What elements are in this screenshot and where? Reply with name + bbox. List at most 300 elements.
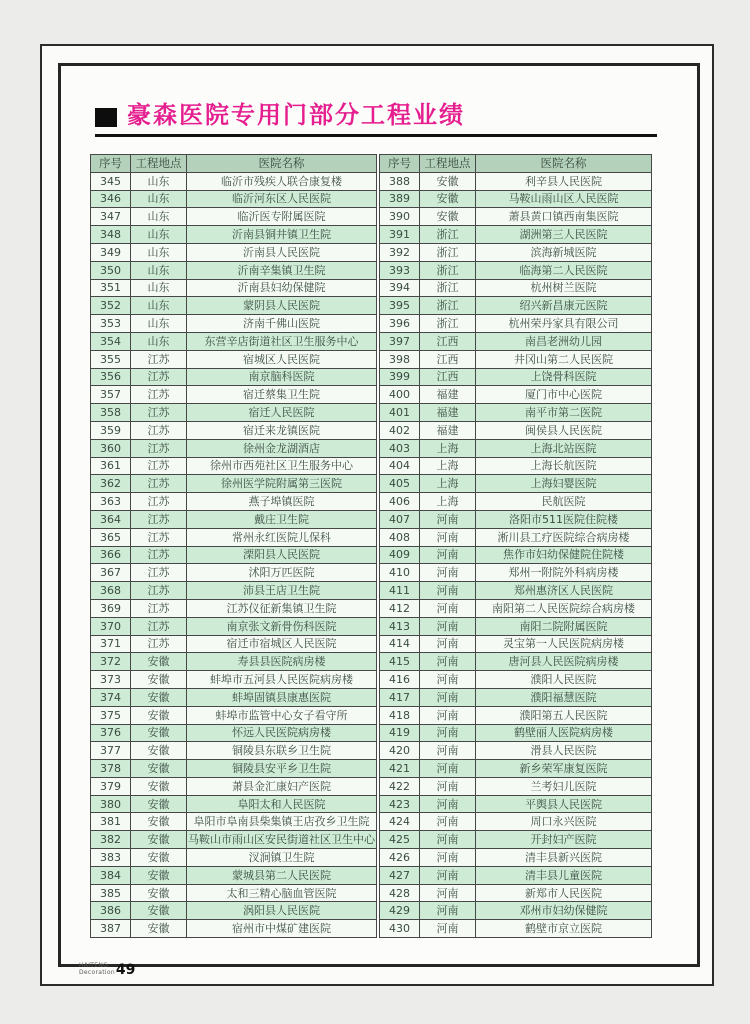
table-row bbox=[380, 688, 652, 706]
table-row bbox=[91, 457, 377, 475]
table-row bbox=[91, 528, 377, 546]
cell-hospital: 临海第二人民医院 bbox=[476, 261, 652, 279]
cell-serial: 384 bbox=[91, 866, 131, 884]
cell-hospital: 唐河县人民医院病房楼 bbox=[476, 653, 652, 671]
cell-serial: 380 bbox=[91, 795, 131, 813]
table-row bbox=[380, 172, 652, 190]
cell-hospital: 滑县人民医院 bbox=[476, 742, 652, 760]
cell-location: 安徽 bbox=[131, 653, 187, 671]
table-row bbox=[91, 279, 377, 297]
cell-location: 河南 bbox=[420, 866, 476, 884]
cell-hospital: 宿迁来龙镇医院 bbox=[187, 421, 377, 439]
cell-location: 江苏 bbox=[131, 386, 187, 404]
cell-location: 山东 bbox=[131, 279, 187, 297]
cell-location: 浙江 bbox=[420, 297, 476, 315]
cell-location: 山东 bbox=[131, 172, 187, 190]
cell-serial: 421 bbox=[380, 760, 420, 778]
cell-serial: 374 bbox=[91, 688, 131, 706]
table-row bbox=[91, 671, 377, 689]
table-row bbox=[91, 688, 377, 706]
cell-serial: 415 bbox=[380, 653, 420, 671]
cell-location: 安徽 bbox=[131, 706, 187, 724]
cell-serial: 367 bbox=[91, 564, 131, 582]
cell-serial: 365 bbox=[91, 528, 131, 546]
cell-hospital: 开封妇产医院 bbox=[476, 831, 652, 849]
table-row bbox=[380, 884, 652, 902]
table-row bbox=[91, 884, 377, 902]
cell-location: 浙江 bbox=[420, 279, 476, 297]
table-row bbox=[380, 279, 652, 297]
table-row bbox=[380, 510, 652, 528]
cell-hospital: 厦门市中心医院 bbox=[476, 386, 652, 404]
cell-hospital: 南京脑科医院 bbox=[187, 368, 377, 386]
cell-hospital: 沂南县铜井镇卫生院 bbox=[187, 226, 377, 244]
cell-hospital: 宿迁人民医院 bbox=[187, 404, 377, 422]
table-row bbox=[91, 332, 377, 350]
cell-location: 河南 bbox=[420, 920, 476, 938]
page-title: 豪森医院专用门部分工程业绩 bbox=[127, 101, 465, 129]
cell-location: 河南 bbox=[420, 688, 476, 706]
cell-hospital: 濮阳第五人民医院 bbox=[476, 706, 652, 724]
cell-hospital: 滨海新城医院 bbox=[476, 243, 652, 261]
cell-serial: 363 bbox=[91, 493, 131, 511]
table-row bbox=[380, 866, 652, 884]
table-header-row bbox=[380, 155, 652, 173]
brand-line-2: Decoration bbox=[79, 968, 115, 976]
table-row bbox=[91, 742, 377, 760]
table-row bbox=[91, 724, 377, 742]
table-row bbox=[91, 439, 377, 457]
cell-hospital: 临沂河东区人民医院 bbox=[187, 190, 377, 208]
cell-hospital: 宿城区人民医院 bbox=[187, 350, 377, 368]
cell-hospital: 蚌埠市五河县人民医院病房楼 bbox=[187, 671, 377, 689]
cell-location: 安徽 bbox=[131, 902, 187, 920]
table-row bbox=[380, 777, 652, 795]
cell-hospital: 南京张文新骨伤科医院 bbox=[187, 617, 377, 635]
cell-location: 河南 bbox=[420, 653, 476, 671]
cell-location: 安徽 bbox=[420, 172, 476, 190]
cell-hospital: 鹤壁丽人医院病房楼 bbox=[476, 724, 652, 742]
cell-serial: 405 bbox=[380, 475, 420, 493]
table-row bbox=[91, 813, 377, 831]
cell-hospital: 宿迁市宿城区人民医院 bbox=[187, 635, 377, 653]
table-row bbox=[380, 493, 652, 511]
cell-hospital: 淅川县工疗医院综合病房楼 bbox=[476, 528, 652, 546]
table-row bbox=[91, 493, 377, 511]
cell-serial: 366 bbox=[91, 546, 131, 564]
table-row bbox=[380, 546, 652, 564]
cell-location: 安徽 bbox=[131, 671, 187, 689]
cell-location: 浙江 bbox=[420, 261, 476, 279]
cell-hospital: 蚌埠市监管中心女子看守所 bbox=[187, 706, 377, 724]
cell-serial: 420 bbox=[380, 742, 420, 760]
table-row bbox=[91, 582, 377, 600]
cell-hospital: 马鞍山市雨山区安民街道社区卫生中心 bbox=[187, 831, 377, 849]
cell-location: 上海 bbox=[420, 457, 476, 475]
cell-location: 江苏 bbox=[131, 510, 187, 528]
table-row bbox=[380, 457, 652, 475]
cell-serial: 379 bbox=[91, 777, 131, 795]
cell-serial: 353 bbox=[91, 315, 131, 333]
cell-hospital: 寿县县医院病房楼 bbox=[187, 653, 377, 671]
cell-location: 江苏 bbox=[131, 368, 187, 386]
cell-hospital: 新郑市人民医院 bbox=[476, 884, 652, 902]
cell-hospital: 郑州一附院外科病房楼 bbox=[476, 564, 652, 582]
cell-serial: 393 bbox=[380, 261, 420, 279]
cell-hospital: 闽侯县人民医院 bbox=[476, 421, 652, 439]
cell-serial: 407 bbox=[380, 510, 420, 528]
cell-location: 河南 bbox=[420, 510, 476, 528]
table-row bbox=[91, 653, 377, 671]
page-number: 49 bbox=[115, 962, 136, 979]
cell-location: 安徽 bbox=[131, 688, 187, 706]
table-row bbox=[91, 243, 377, 261]
cell-location: 河南 bbox=[420, 599, 476, 617]
table-row bbox=[380, 528, 652, 546]
cell-location: 安徽 bbox=[420, 190, 476, 208]
table-row bbox=[91, 777, 377, 795]
performance-tables bbox=[90, 154, 652, 938]
cell-hospital: 井冈山第二人民医院 bbox=[476, 350, 652, 368]
brand-mark bbox=[79, 963, 115, 977]
cell-location: 江苏 bbox=[131, 404, 187, 422]
cell-serial: 345 bbox=[91, 172, 131, 190]
cell-location: 江苏 bbox=[131, 617, 187, 635]
table-row bbox=[91, 706, 377, 724]
cell-hospital: 汊涧镇卫生院 bbox=[187, 849, 377, 867]
cell-location: 河南 bbox=[420, 582, 476, 600]
cell-location: 江西 bbox=[420, 332, 476, 350]
cell-hospital: 濮阳人民医院 bbox=[476, 671, 652, 689]
cell-location: 江苏 bbox=[131, 635, 187, 653]
table-row bbox=[380, 564, 652, 582]
cell-serial: 408 bbox=[380, 528, 420, 546]
cell-hospital: 常州永红医院儿保科 bbox=[187, 528, 377, 546]
cell-hospital: 沛县王店卫生院 bbox=[187, 582, 377, 600]
table-row bbox=[91, 635, 377, 653]
cell-hospital: 南阳二院附属医院 bbox=[476, 617, 652, 635]
header-hospital: 医院名称 bbox=[476, 155, 652, 173]
cell-location: 河南 bbox=[420, 813, 476, 831]
table-row bbox=[380, 261, 652, 279]
cell-location: 河南 bbox=[420, 617, 476, 635]
cell-hospital: 蒙阴县人民医院 bbox=[187, 297, 377, 315]
cell-location: 山东 bbox=[131, 226, 187, 244]
cell-serial: 350 bbox=[91, 261, 131, 279]
table-row bbox=[380, 404, 652, 422]
cell-serial: 373 bbox=[91, 671, 131, 689]
performance-table-left bbox=[90, 154, 377, 938]
table-row bbox=[380, 226, 652, 244]
cell-location: 江苏 bbox=[131, 599, 187, 617]
cell-location: 河南 bbox=[420, 546, 476, 564]
cell-location: 安徽 bbox=[131, 884, 187, 902]
cell-location: 江苏 bbox=[131, 350, 187, 368]
cell-serial: 368 bbox=[91, 582, 131, 600]
table-row bbox=[91, 208, 377, 226]
cell-location: 福建 bbox=[420, 421, 476, 439]
cell-serial: 425 bbox=[380, 831, 420, 849]
cell-location: 山东 bbox=[131, 297, 187, 315]
table-row bbox=[91, 902, 377, 920]
cell-serial: 388 bbox=[380, 172, 420, 190]
table-row bbox=[380, 368, 652, 386]
cell-hospital: 临沂市残疾人联合康复楼 bbox=[187, 172, 377, 190]
cell-location: 江西 bbox=[420, 350, 476, 368]
cell-hospital: 焦作市妇幼保健院住院楼 bbox=[476, 546, 652, 564]
cell-serial: 422 bbox=[380, 777, 420, 795]
performance-table-right bbox=[379, 154, 652, 938]
cell-serial: 399 bbox=[380, 368, 420, 386]
table-row bbox=[380, 421, 652, 439]
cell-location: 河南 bbox=[420, 671, 476, 689]
cell-hospital: 怀远人民医院病房楼 bbox=[187, 724, 377, 742]
cell-location: 安徽 bbox=[131, 760, 187, 778]
table-row bbox=[380, 617, 652, 635]
table-row bbox=[380, 671, 652, 689]
cell-hospital: 平舆县人民医院 bbox=[476, 795, 652, 813]
cell-location: 浙江 bbox=[420, 315, 476, 333]
cell-hospital: 上海北站医院 bbox=[476, 439, 652, 457]
cell-location: 安徽 bbox=[131, 813, 187, 831]
cell-location: 河南 bbox=[420, 528, 476, 546]
cell-location: 河南 bbox=[420, 564, 476, 582]
cell-hospital: 涡阳县人民医院 bbox=[187, 902, 377, 920]
table-row bbox=[380, 849, 652, 867]
table-row bbox=[380, 208, 652, 226]
cell-serial: 428 bbox=[380, 884, 420, 902]
cell-location: 安徽 bbox=[131, 777, 187, 795]
cell-location: 河南 bbox=[420, 902, 476, 920]
cell-hospital: 沭阳万匹医院 bbox=[187, 564, 377, 582]
cell-hospital: 清丰县新兴医院 bbox=[476, 849, 652, 867]
cell-serial: 358 bbox=[91, 404, 131, 422]
cell-serial: 361 bbox=[91, 457, 131, 475]
table-row bbox=[91, 831, 377, 849]
table-row bbox=[380, 332, 652, 350]
cell-hospital: 灵宝第一人民医院病房楼 bbox=[476, 635, 652, 653]
cell-serial: 351 bbox=[91, 279, 131, 297]
table-row bbox=[380, 831, 652, 849]
cell-serial: 387 bbox=[91, 920, 131, 938]
cell-hospital: 戴庄卫生院 bbox=[187, 510, 377, 528]
cell-serial: 419 bbox=[380, 724, 420, 742]
header-serial: 序号 bbox=[380, 155, 420, 173]
cell-location: 江苏 bbox=[131, 564, 187, 582]
table-row bbox=[380, 902, 652, 920]
cell-hospital: 蚌埠固镇县康惠医院 bbox=[187, 688, 377, 706]
cell-serial: 385 bbox=[91, 884, 131, 902]
cell-location: 江苏 bbox=[131, 546, 187, 564]
table-row bbox=[91, 368, 377, 386]
cell-location: 福建 bbox=[420, 404, 476, 422]
header-serial: 序号 bbox=[91, 155, 131, 173]
page-outer-frame bbox=[40, 44, 714, 986]
table-header-row bbox=[91, 155, 377, 173]
table-row bbox=[91, 172, 377, 190]
table-row bbox=[380, 742, 652, 760]
cell-serial: 378 bbox=[91, 760, 131, 778]
cell-serial: 381 bbox=[91, 813, 131, 831]
cell-serial: 392 bbox=[380, 243, 420, 261]
table-row bbox=[91, 475, 377, 493]
cell-hospital: 南平市第二医院 bbox=[476, 404, 652, 422]
cell-serial: 390 bbox=[380, 208, 420, 226]
table-row bbox=[91, 849, 377, 867]
table-row bbox=[91, 546, 377, 564]
cell-serial: 401 bbox=[380, 404, 420, 422]
table-row bbox=[380, 190, 652, 208]
page-inner-frame bbox=[58, 63, 700, 979]
table-row bbox=[380, 475, 652, 493]
cell-location: 安徽 bbox=[131, 849, 187, 867]
cell-serial: 354 bbox=[91, 332, 131, 350]
cell-location: 福建 bbox=[420, 386, 476, 404]
cell-serial: 426 bbox=[380, 849, 420, 867]
cell-location: 江苏 bbox=[131, 439, 187, 457]
cell-serial: 346 bbox=[91, 190, 131, 208]
cell-hospital: 利辛县人民医院 bbox=[476, 172, 652, 190]
cell-location: 山东 bbox=[131, 190, 187, 208]
cell-hospital: 上海妇婴医院 bbox=[476, 475, 652, 493]
cell-location: 安徽 bbox=[131, 866, 187, 884]
table-row bbox=[91, 421, 377, 439]
cell-location: 上海 bbox=[420, 493, 476, 511]
table-row bbox=[91, 386, 377, 404]
table-row bbox=[91, 599, 377, 617]
cell-serial: 371 bbox=[91, 635, 131, 653]
cell-hospital: 南阳第二人民医院综合病房楼 bbox=[476, 599, 652, 617]
cell-hospital: 徐州金龙湖酒店 bbox=[187, 439, 377, 457]
cell-location: 江苏 bbox=[131, 528, 187, 546]
cell-hospital: 新乡荣军康复医院 bbox=[476, 760, 652, 778]
cell-serial: 348 bbox=[91, 226, 131, 244]
cell-location: 河南 bbox=[420, 706, 476, 724]
cell-serial: 369 bbox=[91, 599, 131, 617]
page-title-block bbox=[95, 102, 657, 137]
table-row bbox=[380, 582, 652, 600]
cell-location: 安徽 bbox=[131, 920, 187, 938]
cell-location: 浙江 bbox=[420, 226, 476, 244]
cell-serial: 410 bbox=[380, 564, 420, 582]
table-row bbox=[380, 653, 652, 671]
cell-serial: 404 bbox=[380, 457, 420, 475]
cell-hospital: 济南千佛山医院 bbox=[187, 315, 377, 333]
cell-serial: 418 bbox=[380, 706, 420, 724]
cell-hospital: 绍兴新昌康元医院 bbox=[476, 297, 652, 315]
cell-hospital: 洛阳市511医院住院楼 bbox=[476, 510, 652, 528]
cell-serial: 427 bbox=[380, 866, 420, 884]
cell-serial: 357 bbox=[91, 386, 131, 404]
cell-location: 山东 bbox=[131, 243, 187, 261]
table-row bbox=[91, 866, 377, 884]
header-location: 工程地点 bbox=[420, 155, 476, 173]
cell-location: 江苏 bbox=[131, 493, 187, 511]
cell-location: 江苏 bbox=[131, 582, 187, 600]
table-row bbox=[380, 439, 652, 457]
table-row bbox=[380, 599, 652, 617]
cell-hospital: 铜陵县东联乡卫生院 bbox=[187, 742, 377, 760]
cell-serial: 397 bbox=[380, 332, 420, 350]
cell-hospital: 徐州医学院附属第三医院 bbox=[187, 475, 377, 493]
cell-hospital: 东营辛店街道社区卫生服务中心 bbox=[187, 332, 377, 350]
cell-hospital: 邓州市妇幼保健院 bbox=[476, 902, 652, 920]
cell-location: 江苏 bbox=[131, 475, 187, 493]
table-row bbox=[91, 261, 377, 279]
table-row bbox=[380, 350, 652, 368]
cell-hospital: 溧阳县人民医院 bbox=[187, 546, 377, 564]
cell-hospital: 杭州树兰医院 bbox=[476, 279, 652, 297]
cell-location: 安徽 bbox=[131, 831, 187, 849]
cell-serial: 347 bbox=[91, 208, 131, 226]
cell-location: 河南 bbox=[420, 742, 476, 760]
table-row bbox=[380, 315, 652, 333]
cell-serial: 409 bbox=[380, 546, 420, 564]
cell-serial: 356 bbox=[91, 368, 131, 386]
cell-location: 山东 bbox=[131, 315, 187, 333]
cell-serial: 413 bbox=[380, 617, 420, 635]
cell-location: 河南 bbox=[420, 831, 476, 849]
table-row bbox=[380, 724, 652, 742]
cell-serial: 349 bbox=[91, 243, 131, 261]
cell-serial: 396 bbox=[380, 315, 420, 333]
cell-location: 河南 bbox=[420, 760, 476, 778]
cell-serial: 362 bbox=[91, 475, 131, 493]
table-row bbox=[91, 226, 377, 244]
cell-hospital: 萧县金汇康妇产医院 bbox=[187, 777, 377, 795]
cell-hospital: 铜陵县安平乡卫生院 bbox=[187, 760, 377, 778]
cell-serial: 430 bbox=[380, 920, 420, 938]
cell-location: 安徽 bbox=[131, 724, 187, 742]
cell-hospital: 清丰县儿童医院 bbox=[476, 866, 652, 884]
cell-serial: 372 bbox=[91, 653, 131, 671]
brand-line-1: HAITENG bbox=[79, 962, 109, 969]
table-row bbox=[91, 795, 377, 813]
table-row bbox=[380, 243, 652, 261]
cell-hospital: 沂南县人民医院 bbox=[187, 243, 377, 261]
cell-serial: 411 bbox=[380, 582, 420, 600]
table-row bbox=[91, 760, 377, 778]
cell-location: 河南 bbox=[420, 849, 476, 867]
cell-hospital: 杭州荣丹家具有限公司 bbox=[476, 315, 652, 333]
header-location: 工程地点 bbox=[131, 155, 187, 173]
table-row bbox=[91, 564, 377, 582]
cell-location: 安徽 bbox=[131, 795, 187, 813]
cell-serial: 424 bbox=[380, 813, 420, 831]
cell-hospital: 徐州市西苑社区卫生服务中心 bbox=[187, 457, 377, 475]
table-row bbox=[91, 920, 377, 938]
cell-serial: 417 bbox=[380, 688, 420, 706]
table-row bbox=[91, 297, 377, 315]
cell-location: 江苏 bbox=[131, 421, 187, 439]
cell-serial: 414 bbox=[380, 635, 420, 653]
cell-serial: 394 bbox=[380, 279, 420, 297]
cell-serial: 423 bbox=[380, 795, 420, 813]
cell-hospital: 濮阳福慧医院 bbox=[476, 688, 652, 706]
cell-serial: 352 bbox=[91, 297, 131, 315]
cell-serial: 400 bbox=[380, 386, 420, 404]
cell-location: 江苏 bbox=[131, 457, 187, 475]
cell-hospital: 宿迁蔡集卫生院 bbox=[187, 386, 377, 404]
cell-serial: 375 bbox=[91, 706, 131, 724]
cell-location: 山东 bbox=[131, 208, 187, 226]
table-row bbox=[380, 706, 652, 724]
cell-hospital: 南昌老洲幼儿园 bbox=[476, 332, 652, 350]
cell-hospital: 民航医院 bbox=[476, 493, 652, 511]
cell-serial: 402 bbox=[380, 421, 420, 439]
cell-hospital: 江苏仪征新集镇卫生院 bbox=[187, 599, 377, 617]
cell-hospital: 郑州惠济区人民医院 bbox=[476, 582, 652, 600]
